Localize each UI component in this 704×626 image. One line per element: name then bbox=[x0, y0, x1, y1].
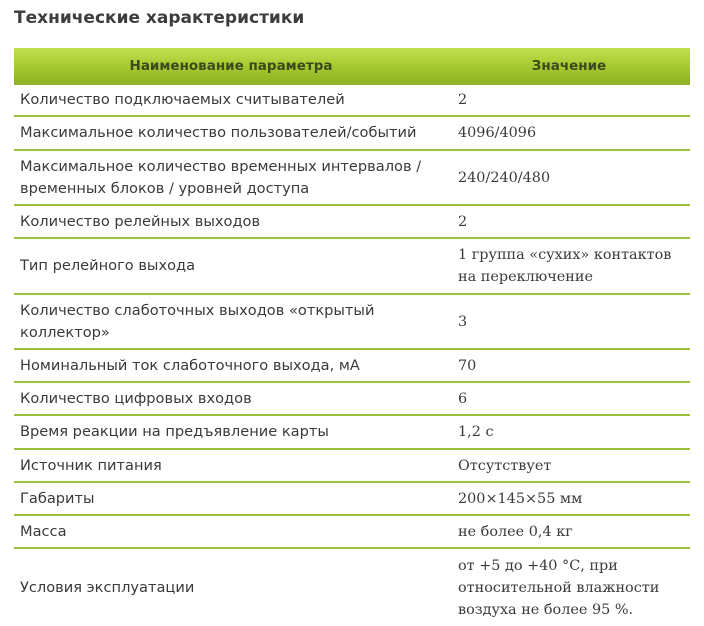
table-row bbox=[14, 349, 690, 382]
param-cell: Габариты bbox=[14, 482, 448, 515]
column-header-value: Значение bbox=[448, 48, 690, 84]
table-row bbox=[14, 548, 690, 626]
param-cell: Номинальный ток слаботочного выхода, мА bbox=[14, 349, 448, 382]
table-header-row bbox=[14, 48, 690, 84]
table-row bbox=[14, 238, 690, 294]
value-cell: 70 bbox=[448, 349, 690, 382]
param-cell: Максимальное количество пользователей/событий bbox=[14, 116, 448, 150]
table-row bbox=[14, 449, 690, 482]
value-cell: 2 bbox=[448, 205, 690, 238]
table-row bbox=[14, 515, 690, 548]
param-cell: Условия эксплуатации bbox=[20, 578, 195, 596]
table-row bbox=[14, 382, 690, 415]
value-cell: 200×145×55 мм bbox=[448, 482, 690, 515]
table-row bbox=[14, 116, 690, 150]
table-row bbox=[14, 415, 690, 449]
param-cell: Количество подключаемых считывателей bbox=[14, 84, 448, 116]
param-cell: Источник питания bbox=[14, 449, 448, 482]
value-cell: от +5 до +40 °С, при относительной влажности воздуха не более 95 %. bbox=[458, 557, 660, 618]
value-cell: не более 0,4 кг bbox=[448, 515, 690, 548]
param-cell: Масса bbox=[14, 515, 448, 548]
value-cell: 6 bbox=[448, 382, 690, 415]
table-row bbox=[14, 84, 690, 116]
value-cell: Отсутствует bbox=[448, 449, 690, 482]
param-cell: Количество релейных выходов bbox=[14, 205, 448, 238]
value-cell: 1,2 с bbox=[448, 415, 690, 449]
value-cell: 240/240/480 bbox=[448, 150, 690, 205]
param-cell: Максимальное количество временных интервалов / временных блоков / уровней доступа bbox=[14, 150, 448, 205]
table-row bbox=[14, 294, 690, 349]
value-cell: 3 bbox=[448, 294, 690, 349]
value-cell: 4096/4096 bbox=[448, 116, 690, 150]
param-cell: Количество слаботочных выходов «открытый коллектор» bbox=[14, 294, 448, 349]
table-row bbox=[14, 205, 690, 238]
section-title: Технические характеристики bbox=[14, 8, 305, 28]
table-row bbox=[14, 150, 690, 205]
specs-table bbox=[14, 48, 690, 626]
param-cell: Количество цифровых входов bbox=[14, 382, 448, 415]
table-row bbox=[14, 482, 690, 515]
param-cell: Время реакции на предъявление карты bbox=[14, 415, 448, 449]
value-cell: 2 bbox=[448, 84, 690, 116]
column-header-param: Наименование параметра bbox=[14, 48, 448, 84]
param-cell: Тип релейного выхода bbox=[14, 238, 448, 294]
value-cell: 1 группа «сухих» контактов на переключение bbox=[448, 238, 690, 294]
